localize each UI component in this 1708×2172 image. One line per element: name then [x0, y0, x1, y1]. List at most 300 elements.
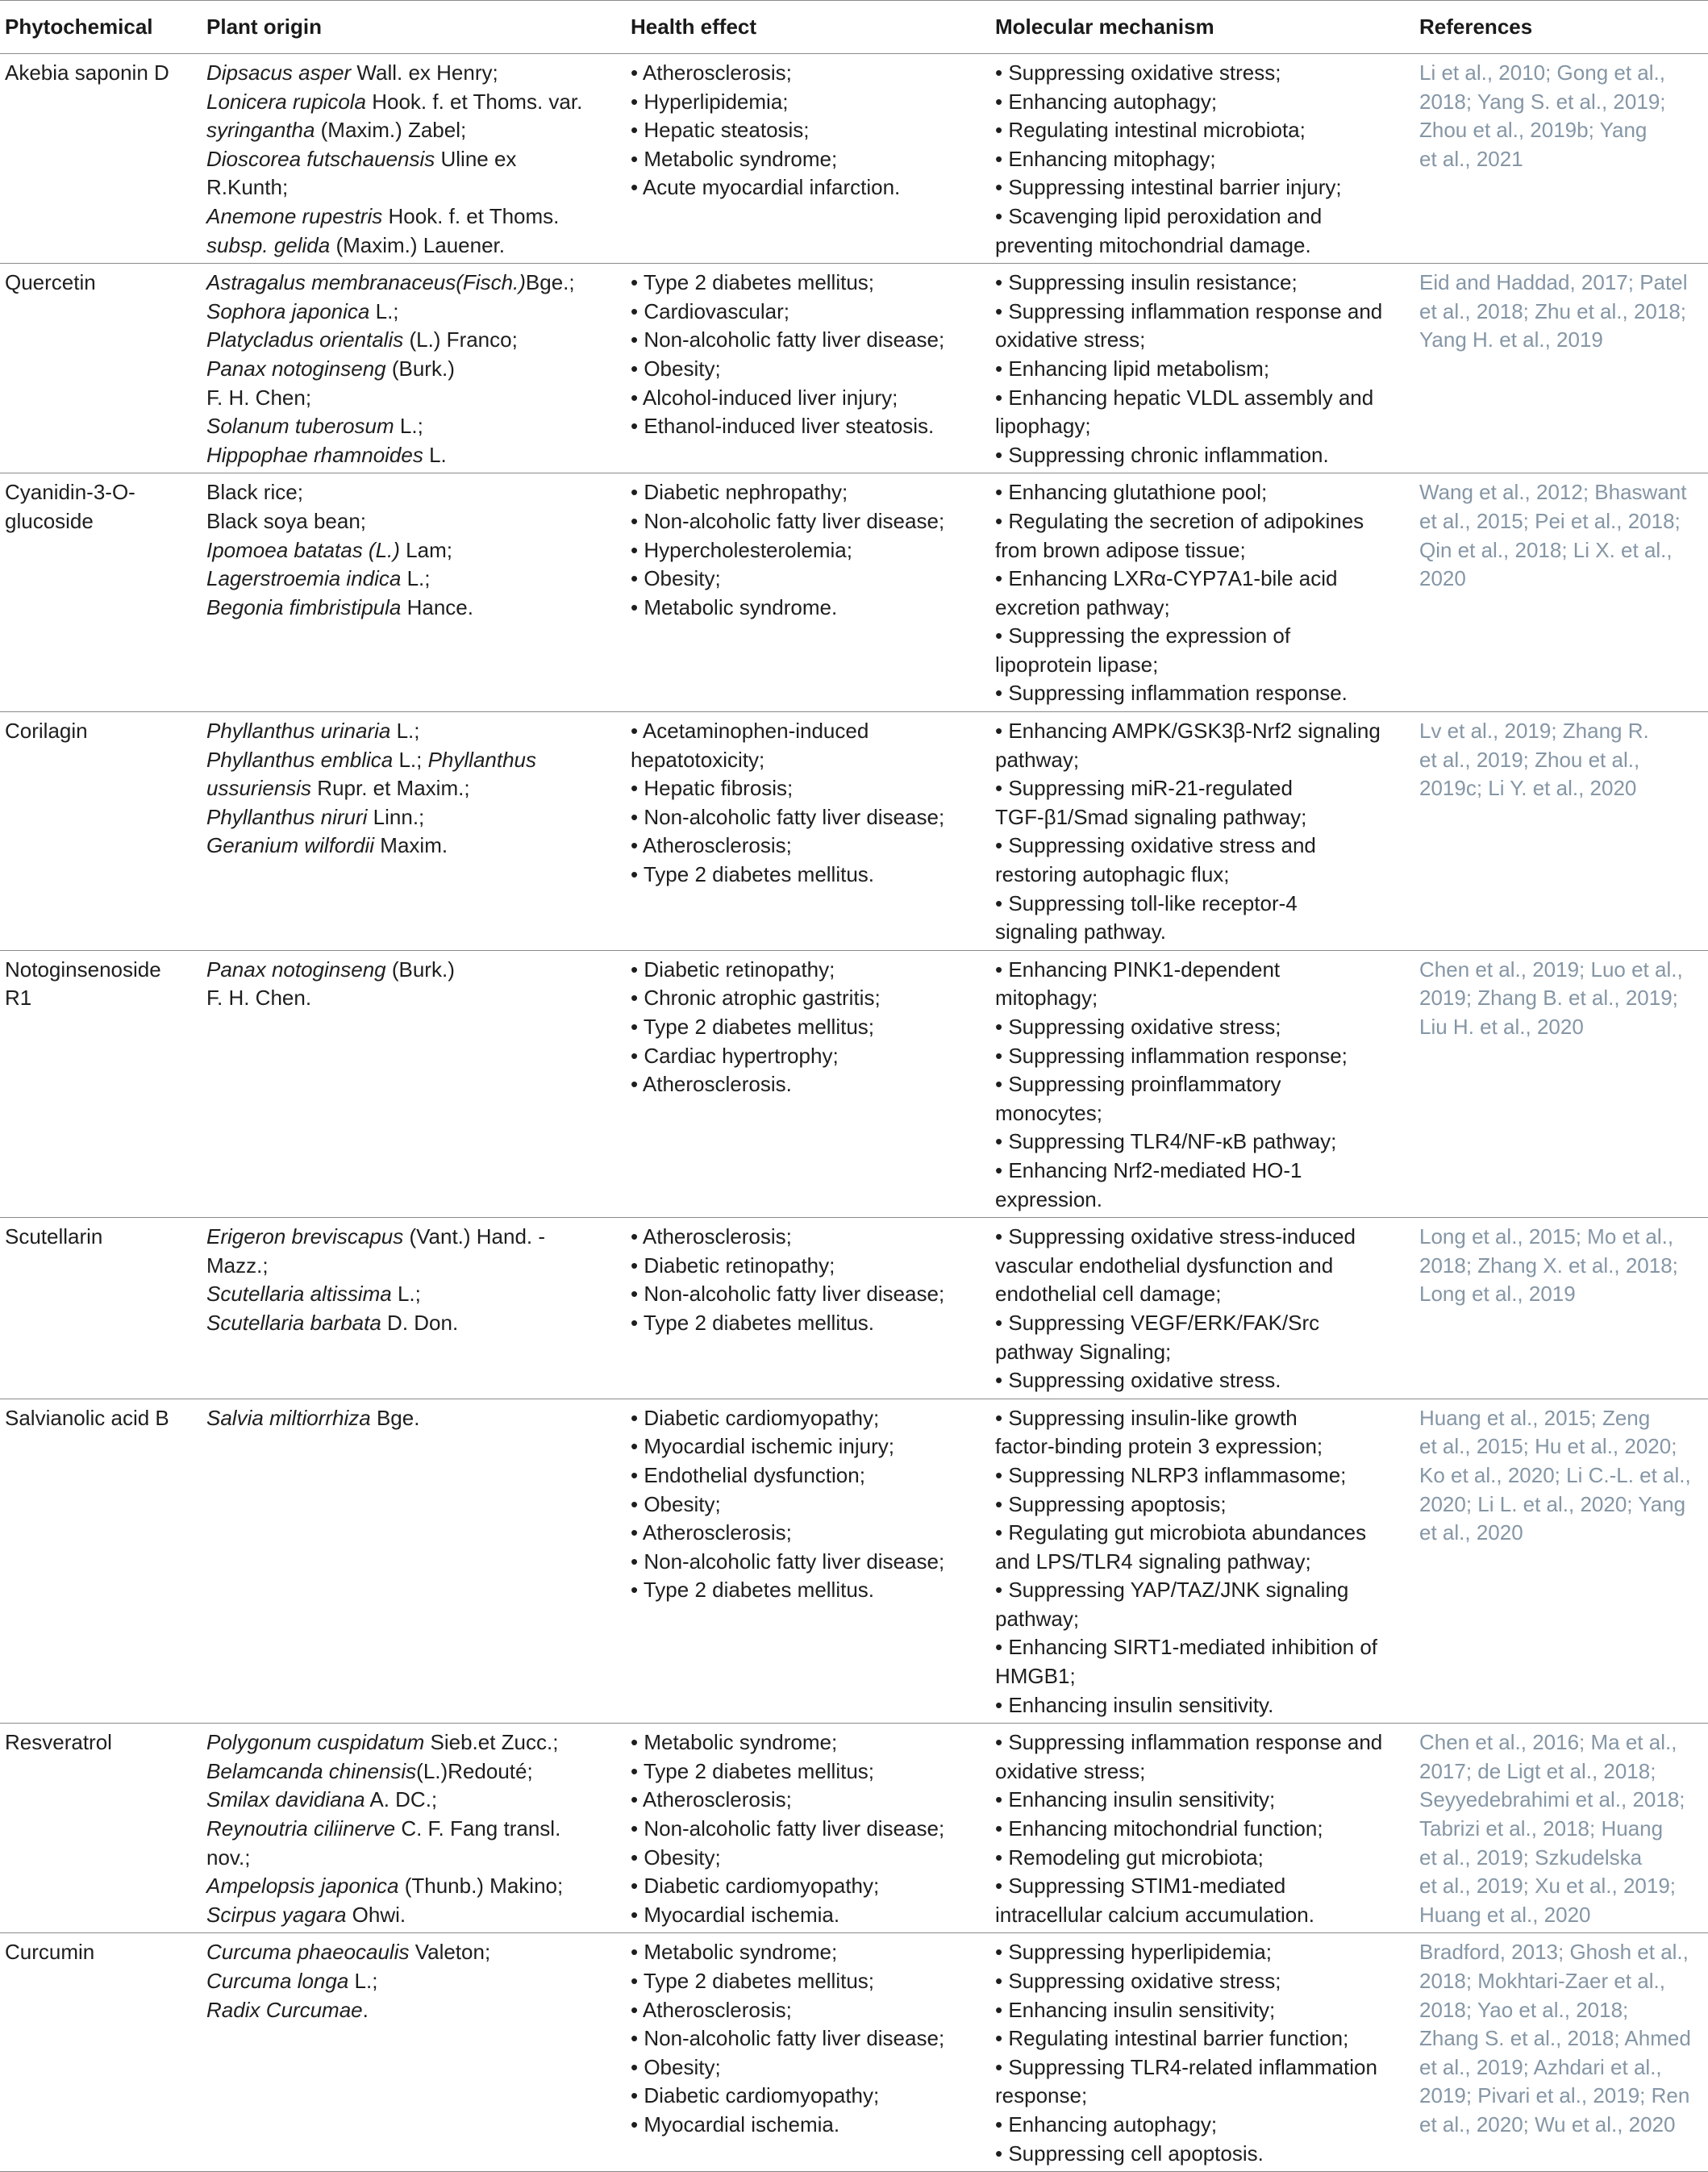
mechanism-cell-line: • Suppressing TLR4-related inflammation	[995, 2054, 1377, 2079]
mechanism-cell-line: • Suppressing oxidative stress.	[995, 1368, 1281, 1393]
table-row	[0, 950, 1708, 1217]
species-name: Sophora japonica	[206, 298, 370, 323]
phytochemical-cell	[0, 1399, 202, 1724]
mechanism-cell-line: intracellular calcium accumulation.	[995, 1902, 1314, 1927]
references-cell-line[interactable]: et al., 2020; Wu et al., 2020	[1419, 2112, 1676, 2137]
plant-origin-cell	[202, 1724, 626, 1933]
species-name: Scutellaria barbata	[206, 1310, 381, 1335]
plant-text: L.;	[348, 1969, 378, 1993]
species-name: Ampelopsis japonica	[206, 1874, 399, 1899]
references-cell-line[interactable]: Seyyedebrahimi et al., 2018;	[1419, 1787, 1685, 1812]
phytochemical-cell-line: R1	[5, 986, 32, 1011]
health-effect-cell-line: • Metabolic syndrome;	[631, 1730, 838, 1755]
plant-text: Maxim.	[374, 833, 448, 858]
references-cell-line[interactable]: 2017; de Ligt et al., 2018;	[1419, 1758, 1656, 1783]
mechanism-cell-line: • Enhancing mitochondrial function;	[995, 1816, 1323, 1841]
phytochemical-cell	[0, 950, 202, 1217]
references-cell	[1414, 950, 1708, 1217]
mechanism-cell-line: vascular endothelial dysfunction and	[995, 1253, 1334, 1278]
health-effect-cell-line: • Cardiovascular;	[631, 298, 789, 323]
mechanism-cell	[990, 1399, 1414, 1724]
mechanism-cell-line: • Regulating intestinal microbiota;	[995, 118, 1306, 143]
plant-text: Lam;	[399, 537, 452, 562]
species-name: Phyllanthus urinaria	[206, 719, 391, 744]
mechanism-cell	[990, 712, 1414, 951]
references-cell	[1414, 54, 1708, 264]
references-cell-line[interactable]: Long et al., 2019	[1419, 1282, 1576, 1307]
phytochemical-cell	[0, 1724, 202, 1933]
phytochemical-cell-line: Corilagin	[5, 719, 88, 744]
plant-text: (Burk.)	[385, 957, 455, 982]
species-name: Phyllanthus	[427, 747, 537, 772]
mechanism-cell-line: • Enhancing autophagy;	[995, 89, 1218, 114]
species-name: Scirpus yagara	[206, 1902, 347, 1927]
phytochemical-cell-line: Cyanidin-3-O-	[5, 480, 135, 505]
species-name: Curcuma longa	[206, 1969, 349, 1993]
plant-origin-line	[206, 1938, 621, 1967]
plant-origin-line	[206, 1901, 621, 1930]
plant-origin-line	[206, 1757, 621, 1786]
health-effect-cell-line: • Myocardial ischemia.	[631, 1902, 840, 1927]
references-cell-line[interactable]: 2019; Pivari et al., 2019; Ren	[1419, 2083, 1690, 2108]
phytochemical-cell-line: Akebia saponin D	[5, 60, 169, 85]
species-name: Salvia miltiorrhiza	[206, 1405, 371, 1430]
mechanism-cell-line: response;	[995, 2083, 1088, 2108]
references-cell-line[interactable]: 2020; Li L. et al., 2020; Yang	[1419, 1491, 1686, 1516]
plant-origin-line	[206, 1872, 621, 1901]
health-effect-cell-line: • Type 2 diabetes mellitus.	[631, 862, 875, 887]
phytochemical-cell	[0, 712, 202, 951]
health-effect-cell-line: • Atherosclerosis;	[631, 1787, 792, 1812]
species-name: Platycladus orientalis	[206, 327, 404, 352]
mechanism-cell-line: expression.	[995, 1186, 1102, 1211]
plant-text: F. H. Chen.	[206, 986, 312, 1011]
plant-origin-line	[206, 1996, 621, 2025]
mechanism-cell-line: excretion pathway;	[995, 594, 1170, 619]
plant-origin-line	[206, 956, 621, 985]
health-effect-cell-line: • Endothelial dysfunction;	[631, 1462, 865, 1487]
species-name: Belamcanda chinensis	[206, 1758, 417, 1783]
table-row	[0, 1933, 1708, 2172]
mechanism-cell-line: • Suppressing YAP/TAZ/JNK signaling	[995, 1578, 1349, 1603]
mechanism-cell-line: • Suppressing oxidative stress;	[995, 1969, 1281, 1993]
health-effect-cell-line: • Atherosclerosis.	[631, 1072, 792, 1097]
mechanism-cell-line: • Suppressing insulin-like growth	[995, 1405, 1298, 1430]
health-effect-cell-line: • Cardiac hypertrophy;	[631, 1043, 839, 1068]
mechanism-cell-line: • Suppressing toll-like receptor-4	[995, 890, 1298, 915]
plant-origin-line	[206, 88, 621, 117]
references-cell-line[interactable]: Li et al., 2010; Gong et al.,	[1419, 60, 1665, 85]
species-name: Dioscorea futschauensis	[206, 146, 435, 171]
plant-text: Ohwi.	[346, 1902, 406, 1927]
mechanism-cell-line: • Suppressing proinflammatory	[995, 1072, 1281, 1097]
plant-origin-line	[206, 1967, 621, 1996]
species-name: Reynoutria ciliinerve	[206, 1816, 396, 1841]
phytochemical-cell-line: Quercetin	[5, 270, 96, 295]
table-row	[0, 712, 1708, 951]
health-effect-cell-line: • Diabetic cardiomyopathy;	[631, 1405, 880, 1430]
mechanism-cell	[990, 473, 1414, 712]
mechanism-cell-line: endothelial cell damage;	[995, 1282, 1222, 1307]
plant-origin-cell	[202, 1933, 626, 2172]
health-effect-cell-line: • Atherosclerosis;	[631, 1997, 792, 2022]
plant-text: D. Don.	[381, 1310, 459, 1335]
species-name: Smilax davidiana	[206, 1787, 365, 1812]
header-molecular-mechanism: Molecular mechanism	[990, 0, 1414, 54]
references-cell-line[interactable]: Chen et al., 2019; Luo et al.,	[1419, 957, 1683, 982]
references-cell-line[interactable]: Tabrizi et al., 2018; Huang	[1419, 1816, 1664, 1841]
references-cell-line[interactable]: Huang et al., 2020	[1419, 1902, 1591, 1927]
references-cell-line[interactable]: Yang H. et al., 2019	[1419, 327, 1603, 352]
phytochemical-cell-line: glucoside	[5, 508, 94, 533]
health-effect-cell-line: • Type 2 diabetes mellitus;	[631, 1015, 875, 1039]
health-effect-cell-line: • Metabolic syndrome;	[631, 146, 838, 171]
plant-text: Uline ex	[435, 146, 517, 171]
mechanism-cell	[990, 950, 1414, 1217]
plant-text: Rupr. et Maxim.;	[311, 776, 470, 801]
mechanism-cell-line: • Enhancing PINK1-dependent	[995, 957, 1281, 982]
health-effect-cell-line: • Diabetic retinopathy;	[631, 1253, 835, 1278]
mechanism-cell-line: • Scavenging lipid peroxidation and	[995, 203, 1323, 228]
plant-origin-line	[206, 231, 621, 261]
references-cell-line[interactable]: et al., 2020	[1419, 1520, 1523, 1545]
mechanism-cell-line: • Enhancing lipid metabolism;	[995, 356, 1270, 381]
mechanism-cell	[990, 54, 1414, 264]
health-effect-cell-line: • Obesity;	[631, 356, 721, 381]
mechanism-cell-line: TGF-β1/Smad signaling pathway;	[995, 804, 1307, 829]
plant-origin-line	[206, 1844, 621, 1873]
references-cell	[1414, 264, 1708, 473]
species-name: Dipsacus asper	[206, 60, 352, 85]
plant-text: (L.) Franco;	[403, 327, 518, 352]
species-name: syringantha	[206, 118, 315, 143]
plant-origin-line	[206, 717, 621, 746]
species-name: Anemone rupestris	[206, 203, 383, 228]
plant-text: Linn.;	[367, 804, 425, 829]
references-cell-line[interactable]: 2019; Zhang B. et al., 2019;	[1419, 986, 1678, 1011]
references-cell-line[interactable]: et al., 2019; Xu et al., 2019;	[1419, 1874, 1677, 1899]
mechanism-cell-line: • Suppressing oxidative stress-induced	[995, 1224, 1356, 1249]
plant-text: Hance.	[401, 594, 473, 619]
health-effect-cell-line: • Non-alcoholic fatty liver disease;	[631, 1549, 945, 1574]
plant-text: (Burk.)	[385, 356, 455, 381]
references-cell-line[interactable]: et al., 2019; Zhou et al.,	[1419, 747, 1640, 772]
mechanism-cell-line: • Suppressing oxidative stress;	[995, 1015, 1281, 1039]
plant-origin-line	[206, 565, 621, 594]
health-effect-cell-line: • Atherosclerosis;	[631, 60, 792, 85]
phytochemical-cell	[0, 1218, 202, 1399]
mechanism-cell-line: • Suppressing the expression of	[995, 623, 1291, 648]
plant-origin-line	[206, 984, 621, 1013]
health-effect-cell-line: • Hypercholesterolemia;	[631, 537, 852, 562]
species-name: Phyllanthus emblica	[206, 747, 394, 772]
mechanism-cell-line: • Suppressing TLR4/NF-κB pathway;	[995, 1129, 1337, 1154]
mechanism-cell-line: • Regulating intestinal barrier function;	[995, 2026, 1349, 2051]
header-row	[0, 0, 1708, 54]
mechanism-cell-line: • Enhancing Nrf2-mediated HO-1	[995, 1157, 1302, 1182]
plant-origin-line	[206, 202, 621, 231]
plant-origin-line	[206, 298, 621, 327]
references-cell-line[interactable]: et al., 2019; Szkudelska	[1419, 1845, 1643, 1870]
health-effect-cell-line: • Non-alcoholic fatty liver disease;	[631, 327, 945, 352]
references-cell-line[interactable]: Chen et al., 2016; Ma et al.,	[1419, 1730, 1677, 1755]
plant-origin-cell	[202, 712, 626, 951]
plant-origin-line	[206, 1728, 621, 1757]
phytochemical-cell	[0, 54, 202, 264]
health-effect-cell-line: • Non-alcoholic fatty liver disease;	[631, 804, 945, 829]
mechanism-cell-line: oxidative stress;	[995, 1758, 1146, 1783]
plant-origin-line	[206, 832, 621, 861]
mechanism-cell-line: • Enhancing LXRα-CYP7A1-bile acid	[995, 566, 1338, 591]
species-name: Geranium wilfordii	[206, 833, 375, 858]
health-effect-cell-line: • Non-alcoholic fatty liver disease;	[631, 2026, 945, 2051]
plant-text: (L.)Redouté;	[416, 1758, 533, 1783]
species-name: Hippophae rhamnoides	[206, 442, 423, 467]
health-effect-cell	[626, 473, 990, 712]
plant-text: (Vant.) Hand. -	[403, 1224, 546, 1249]
health-effect-cell-line: • Non-alcoholic fatty liver disease;	[631, 508, 945, 533]
header-phytochemical: Phytochemical	[0, 0, 202, 54]
plant-origin-cell	[202, 473, 626, 712]
references-cell-line[interactable]: 2018; Mokhtari-Zaer et al.,	[1419, 1969, 1665, 1993]
health-effect-cell-line: • Diabetic retinopathy;	[631, 957, 835, 982]
mechanism-cell-line: • Remodeling gut microbiota;	[995, 1845, 1264, 1870]
mechanism-cell-line: • Suppressing insulin resistance;	[995, 270, 1298, 295]
plant-text: (Maxim.) Lauener.	[330, 232, 505, 257]
health-effect-cell	[626, 1933, 990, 2172]
species-name: Panax notoginseng	[206, 957, 386, 982]
species-name: Solanum tuberosum	[206, 414, 394, 439]
health-effect-cell-line: • Atherosclerosis;	[631, 833, 792, 858]
health-effect-cell-line: • Type 2 diabetes mellitus.	[631, 1578, 875, 1603]
references-cell-line[interactable]: et al., 2021	[1419, 146, 1523, 171]
mechanism-cell-line: • Suppressing chronic inflammation.	[995, 442, 1329, 467]
mechanism-cell-line: • Suppressing inflammation response.	[995, 681, 1348, 706]
mechanism-cell-line: pathway Signaling;	[995, 1339, 1172, 1364]
mechanism-cell-line: • Suppressing oxidative stress;	[995, 60, 1281, 85]
mechanism-cell-line: • Suppressing inflammation response and	[995, 1730, 1383, 1755]
plant-text: C. F. Fang transl.	[395, 1816, 561, 1841]
plant-origin-cell	[202, 264, 626, 473]
references-cell-line[interactable]: Huang et al., 2015; Zeng	[1419, 1405, 1651, 1430]
references-cell-line[interactable]: Zhou et al., 2019b; Yang	[1419, 118, 1648, 143]
mechanism-cell	[990, 1933, 1414, 2172]
plant-origin-line	[206, 1815, 621, 1844]
references-cell-line[interactable]: et al., 2015; Hu et al., 2020;	[1419, 1434, 1677, 1459]
table-row	[0, 264, 1708, 473]
plant-text: L.	[423, 442, 447, 467]
plant-origin-line	[206, 441, 621, 470]
health-effect-cell-line: • Non-alcoholic fatty liver disease;	[631, 1282, 945, 1307]
mechanism-cell-line: • Enhancing SIRT1-mediated inhibition of	[995, 1635, 1378, 1660]
mechanism-cell-line: signaling pathway.	[995, 919, 1166, 944]
health-effect-cell-line: • Non-alcoholic fatty liver disease;	[631, 1816, 945, 1841]
plant-text: Wall. ex Henry;	[351, 60, 498, 85]
health-effect-cell-line: hepatotoxicity;	[631, 747, 765, 772]
health-effect-cell-line: • Type 2 diabetes mellitus.	[631, 1310, 875, 1335]
mechanism-cell-line: • Suppressing VEGF/ERK/FAK/Src	[995, 1310, 1320, 1335]
plant-text: Sieb.et Zucc.;	[424, 1730, 559, 1755]
references-cell-line[interactable]: 2019c; Li Y. et al., 2020	[1419, 776, 1637, 801]
species-name: Panax notoginseng	[206, 356, 386, 381]
health-effect-cell	[626, 54, 990, 264]
plant-origin-line	[206, 536, 621, 565]
mechanism-cell-line: • Suppressing inflammation response;	[995, 1043, 1348, 1068]
health-effect-cell-line: • Metabolic syndrome;	[631, 1940, 838, 1965]
mechanism-cell	[990, 1218, 1414, 1399]
references-cell	[1414, 1724, 1708, 1933]
references-cell-line[interactable]: 2020	[1419, 566, 1466, 591]
phytochemical-cell-line: Curcumin	[5, 1940, 95, 1965]
plant-origin-line	[206, 116, 621, 145]
phytochemical-cell	[0, 1933, 202, 2172]
references-cell-line[interactable]: et al., 2019; Azhdari et al.,	[1419, 2054, 1662, 2079]
plant-origin-line	[206, 1309, 621, 1338]
health-effect-cell-line: • Alcohol-induced liver injury;	[631, 385, 898, 410]
health-effect-cell-line: • Diabetic nephropathy;	[631, 480, 848, 505]
references-cell-line[interactable]: 2018; Yao et al., 2018;	[1419, 1997, 1629, 2022]
mechanism-cell-line: • Enhancing hepatic VLDL assembly and	[995, 385, 1374, 410]
mechanism-cell-line: monocytes;	[995, 1100, 1102, 1125]
references-cell	[1414, 1218, 1708, 1399]
plant-text: Mazz.;	[206, 1253, 269, 1278]
mechanism-cell-line: restoring autophagic flux;	[995, 862, 1230, 887]
plant-text: (Maxim.) Zabel;	[315, 118, 467, 143]
species-name: Ipomoea batatas (L.)	[206, 537, 400, 562]
references-cell-line[interactable]: Wang et al., 2012; Bhaswant	[1419, 480, 1687, 505]
table-row	[0, 1218, 1708, 1399]
health-effect-cell-line: • Obesity;	[631, 2054, 721, 2079]
phytochemical-cell-line: Resveratrol	[5, 1730, 112, 1755]
species-name: Astragalus membranaceus(Fisch.)	[206, 270, 526, 295]
references-cell-line[interactable]: et al., 2018; Zhu et al., 2018;	[1419, 298, 1687, 323]
health-effect-cell-line: • Type 2 diabetes mellitus;	[631, 1758, 875, 1783]
plant-text: L.;	[390, 719, 420, 744]
mechanism-cell-line: • Enhancing AMPK/GSK3β-Nrf2 signaling	[995, 719, 1381, 744]
health-effect-cell-line: • Atherosclerosis;	[631, 1224, 792, 1249]
mechanism-cell-line: mitophagy;	[995, 986, 1098, 1011]
health-effect-cell-line: • Chronic atrophic gastritis;	[631, 986, 881, 1011]
health-effect-cell-line: • Myocardial ischemic injury;	[631, 1434, 894, 1459]
references-cell-line[interactable]: Ko et al., 2020; Li C.-L. et al.,	[1419, 1462, 1691, 1487]
mechanism-cell-line: • Regulating the secretion of adipokines	[995, 508, 1364, 533]
table-row	[0, 473, 1708, 712]
references-cell	[1414, 712, 1708, 951]
plant-origin-line	[206, 507, 621, 536]
plant-origin-line	[206, 1404, 621, 1433]
references-cell-line[interactable]: 2018; Zhang X. et al., 2018;	[1419, 1253, 1678, 1278]
plant-origin-line	[206, 1223, 621, 1252]
references-cell-line[interactable]: Liu H. et al., 2020	[1419, 1015, 1584, 1039]
mechanism-cell-line: • Suppressing inflammation response and	[995, 298, 1383, 323]
health-effect-cell-line: • Obesity;	[631, 1845, 721, 1870]
references-cell	[1414, 473, 1708, 712]
mechanism-cell-line: • Suppressing STIM1-mediated	[995, 1874, 1286, 1899]
plant-origin-line	[206, 59, 621, 88]
health-effect-cell-line: • Acetaminophen-induced	[631, 719, 869, 744]
health-effect-cell-line: • Obesity;	[631, 566, 721, 591]
health-effect-cell-line: • Acute myocardial infarction.	[631, 175, 901, 200]
table-row	[0, 1724, 1708, 1933]
species-name: Scutellaria altissima	[206, 1282, 392, 1307]
header-references: References	[1414, 0, 1708, 54]
plant-origin-cell	[202, 950, 626, 1217]
mechanism-cell-line: and LPS/TLR4 signaling pathway;	[995, 1549, 1311, 1574]
plant-origin-line	[206, 1786, 621, 1815]
health-effect-cell-line: • Atherosclerosis;	[631, 1520, 792, 1545]
references-cell-line[interactable]: Eid and Haddad, 2017; Patel	[1419, 270, 1688, 295]
plant-origin-line	[206, 412, 621, 441]
mechanism-cell-line: • Suppressing NLRP3 inflammasome;	[995, 1462, 1347, 1487]
mechanism-cell-line: • Suppressing apoptosis;	[995, 1491, 1227, 1516]
plant-origin-line	[206, 1280, 621, 1309]
plant-text: Bge.	[370, 1405, 420, 1430]
health-effect-cell-line: • Hyperlipidemia;	[631, 89, 789, 114]
mechanism-cell-line: • Enhancing insulin sensitivity;	[995, 1997, 1276, 2022]
health-effect-cell	[626, 1399, 990, 1724]
health-effect-cell	[626, 712, 990, 951]
header-plant-origin: Plant origin	[202, 0, 626, 54]
phytochemical-cell-line: Scutellarin	[5, 1224, 103, 1249]
plant-text: L.;	[393, 747, 428, 772]
plant-text: nov.;	[206, 1845, 251, 1870]
plant-text: Hook. f. et Thoms.	[382, 203, 560, 228]
references-cell-line[interactable]: et al., 2015; Pei et al., 2018;	[1419, 508, 1681, 533]
health-effect-cell-line: • Type 2 diabetes mellitus;	[631, 1969, 875, 1993]
references-cell	[1414, 1399, 1708, 1724]
mechanism-cell-line: oxidative stress;	[995, 327, 1146, 352]
references-cell-line[interactable]: 2018; Yang S. et al., 2019;	[1419, 89, 1666, 114]
plant-text: (Thunb.) Makino;	[398, 1874, 564, 1899]
health-effect-cell	[626, 950, 990, 1217]
references-cell-line[interactable]: Qin et al., 2018; Li X. et al.,	[1419, 537, 1673, 562]
species-name: Radix Curcumae	[206, 1997, 363, 2022]
health-effect-cell	[626, 1724, 990, 1933]
header-health-effect: Health effect	[626, 0, 990, 54]
species-name: Curcuma phaeocaulis	[206, 1940, 410, 1965]
health-effect-cell-line: • Myocardial ischemia.	[631, 2112, 840, 2137]
health-effect-cell-line: • Hepatic steatosis;	[631, 118, 810, 143]
plant-origin-line	[206, 1252, 621, 1281]
mechanism-cell-line: • Suppressing hyperlipidemia;	[995, 1940, 1272, 1965]
species-name: Erigeron breviscapus	[206, 1224, 404, 1249]
mechanism-cell	[990, 1724, 1414, 1933]
references-cell-line[interactable]: Bradford, 2013; Ghosh et al.,	[1419, 1940, 1689, 1965]
mechanism-cell-line: • Enhancing glutathione pool;	[995, 480, 1268, 505]
references-cell-line[interactable]: Long et al., 2015; Mo et al.,	[1419, 1224, 1674, 1249]
mechanism-cell-line: from brown adipose tissue;	[995, 537, 1246, 562]
phytochemical-cell	[0, 473, 202, 712]
phytochemical-cell-line: Salvianolic acid B	[5, 1405, 169, 1430]
references-cell-line[interactable]: Zhang S. et al., 2018; Ahmed	[1419, 2026, 1691, 2051]
health-effect-cell-line: • Diabetic cardiomyopathy;	[631, 1874, 880, 1899]
plant-text: .	[362, 1997, 369, 2022]
health-effect-cell-line: • Hepatic fibrosis;	[631, 776, 794, 801]
health-effect-cell	[626, 264, 990, 473]
mechanism-cell-line: factor-binding protein 3 expression;	[995, 1434, 1323, 1459]
mechanism-cell-line: lipoprotein lipase;	[995, 652, 1159, 677]
plant-origin-line	[206, 269, 621, 298]
species-name: Begonia fimbristipula	[206, 594, 402, 619]
mechanism-cell-line: • Suppressing cell apoptosis.	[995, 2141, 1264, 2166]
plant-origin-line	[206, 355, 621, 384]
plant-origin-cell	[202, 1399, 626, 1724]
mechanism-cell-line: • Enhancing mitophagy;	[995, 146, 1216, 171]
phytochemical-cell-line: Notoginsenoside	[5, 957, 161, 982]
table-row	[0, 54, 1708, 264]
references-cell-line[interactable]: Lv et al., 2019; Zhang R.	[1419, 719, 1649, 744]
plant-text: R.Kunth;	[206, 175, 289, 200]
